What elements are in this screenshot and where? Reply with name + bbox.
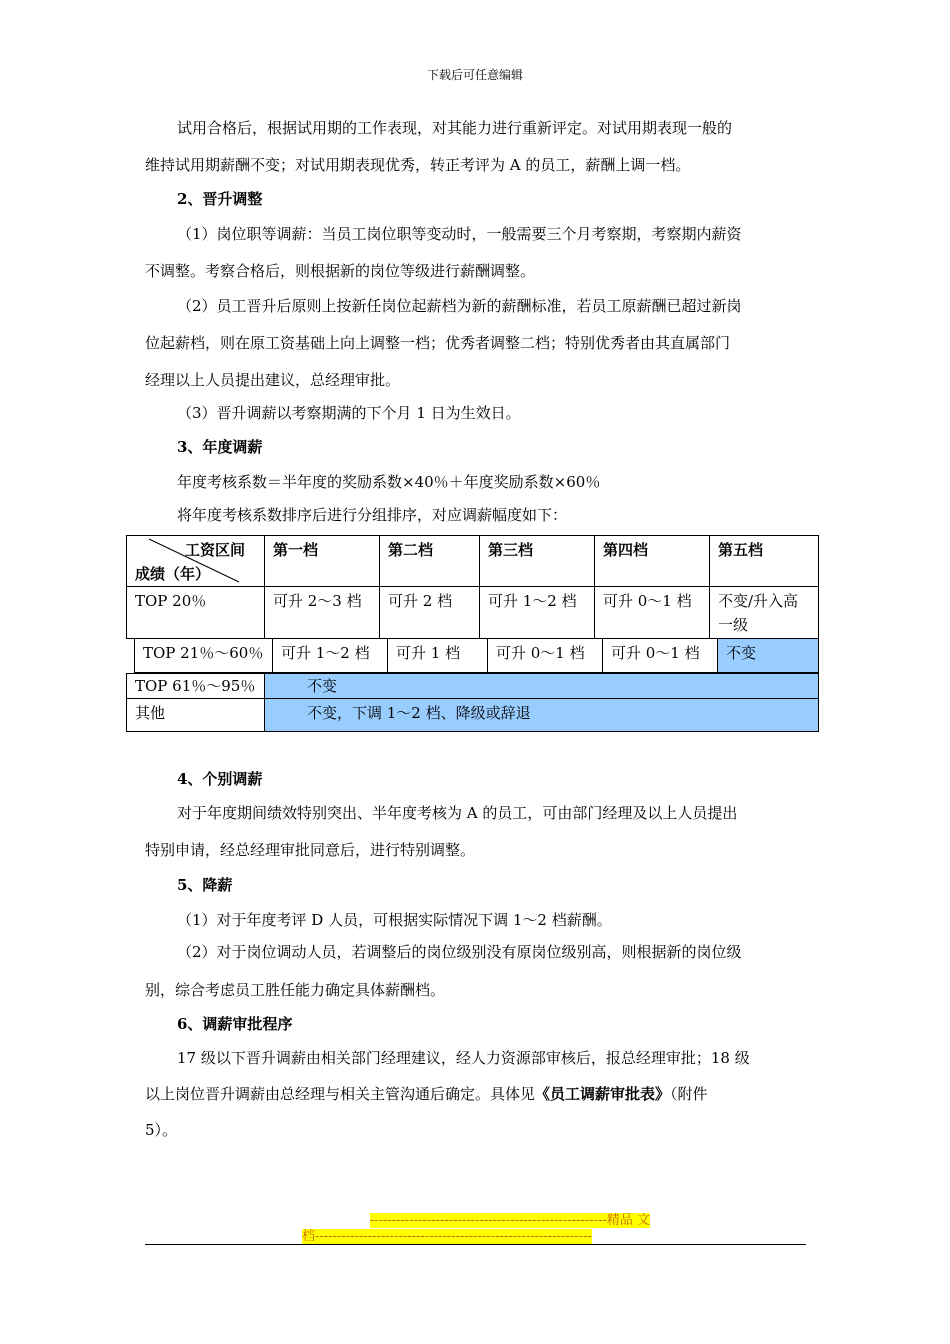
paragraph-4-line1: 对于年度期间绩效特别突出、半年度考核为 A 的员工，可由部门经理及以上人员提出 xyxy=(177,804,738,822)
paragraph-5-2-line2: 别，综合考虑员工胜任能力确定具体薪酬档。 xyxy=(145,981,446,999)
table-row1-tier1: 可升 2～3 档 xyxy=(264,586,380,639)
paragraph-5-1: （1）对于年度考评 D 人员，可根据实际情况下调 1～2 档薪酬。 xyxy=(177,911,612,929)
corner-bottom-label: 成绩（年） xyxy=(135,565,211,583)
heading-approval-procedure: 6、调薪审批程序 xyxy=(177,1015,293,1033)
paragraph-trial-line1: 试用合格后，根据试用期的工作表现，对其能力进行重新评定。对试用期表现一般的 xyxy=(177,119,733,137)
table-row2-tier5: 不变 xyxy=(717,638,819,673)
paragraph-6-line3: 5）。 xyxy=(145,1121,178,1139)
heading-promotion-adjustment: 2、晋升调整 xyxy=(177,190,263,208)
heading-annual-adjustment: 3、年度调薪 xyxy=(177,438,263,456)
paragraph-2-2-line3: 经理以上人员提出建议，总经理审批。 xyxy=(145,371,401,389)
table-row1-tier4: 可升 0～1 档 xyxy=(594,586,710,639)
paragraph-6-line2: 以上岗位晋升调薪由总经理与相关主管沟通后确定。具体见《员工调薪审批表》（附件 xyxy=(145,1085,708,1103)
table-row2-tier1: 可升 1～2 档 xyxy=(272,638,388,673)
footer-line1: ------------------------------------------------------精品 文 xyxy=(369,1213,650,1228)
footer-line2: 档--------------------------------------------------------------- xyxy=(302,1229,592,1244)
approval-form-title: 《员工调薪审批表》 xyxy=(535,1085,671,1103)
paragraph-2-2-line2: 位起薪档，则在原工资基础上向上调整一档；优秀者调整二档；特别优秀者由其直属部门 xyxy=(145,334,731,352)
table-row1-label: TOP 20％ xyxy=(126,586,265,639)
page-header: 下载后可任意编辑 xyxy=(426,68,523,82)
table-row3-label: TOP 61％～95％ xyxy=(126,673,265,699)
table-header-tier1: 第一档 xyxy=(264,535,380,587)
table-row2-tier3: 可升 0～1 档 xyxy=(487,638,603,673)
table-row2-tier2: 可升 1 档 xyxy=(387,638,488,673)
table-row2-tier4: 可升 0～1 档 xyxy=(602,638,718,673)
table-row2-label: TOP 21％～60％ xyxy=(134,638,273,673)
table-header-tier4: 第四档 xyxy=(594,535,710,587)
paragraph-ranking-intro: 将年度考核系数排序后进行分组排序，对应调薪幅度如下： xyxy=(177,506,568,524)
table-header-tier2: 第二档 xyxy=(379,535,480,587)
formula-annual-coefficient: 年度考核系数＝半年度的奖励系数×40％＋年度奖励系数×60％ xyxy=(177,473,601,491)
corner-top-label: 工资区间 xyxy=(185,541,246,559)
heading-individual-adjustment: 4、个别调薪 xyxy=(177,770,263,788)
heading-pay-reduction: 5、降薪 xyxy=(177,876,233,894)
table-row1-tier5: 不变/升入高一级 xyxy=(709,586,819,639)
paragraph-2-3: （3）晋升调薪以考察期满的下个月 1 日为生效日。 xyxy=(177,404,521,422)
table-header-tier3: 第三档 xyxy=(479,535,595,587)
paragraph-2-1-line1: （1）岗位职等调薪：当员工岗位职等变动时，一般需要三个月考察期，考察期内薪资 xyxy=(177,225,742,243)
paragraph-2-2-line1: （2）员工晋升后原则上按新任岗位起薪档为新的薪酬标准，若员工原薪酬已超过新岗 xyxy=(177,297,742,315)
paragraph-6-line1: 17 级以下晋升调薪由相关部门经理建议，经人力资源部审核后，报总经理审批；18 级 xyxy=(177,1049,750,1067)
footer-rule xyxy=(145,1244,806,1245)
table-row3-merged: 不变 xyxy=(264,673,819,699)
table-row4-merged: 不变，下调 1～2 档、降级或辞退 xyxy=(264,698,819,732)
table-row1-tier2: 可升 2 档 xyxy=(379,586,480,639)
table-corner-cell xyxy=(126,535,265,587)
table-row1-tier3: 可升 1～2 档 xyxy=(479,586,595,639)
table-row4-label: 其他 xyxy=(126,698,265,732)
table-header-tier5: 第五档 xyxy=(709,535,819,587)
paragraph-5-2-line1: （2）对于岗位调动人员，若调整后的岗位级别没有原岗位级别高，则根据新的岗位级 xyxy=(177,943,742,961)
paragraph-4-line2: 特别申请，经总经理审批同意后，进行特别调整。 xyxy=(145,841,476,859)
paragraph-trial-line2: 维持试用期薪酬不变；对试用期表现优秀，转正考评为 A 的员工，薪酬上调一档。 xyxy=(145,156,691,174)
paragraph-2-1-line2: 不调整。考察合格后，则根据新的岗位等级进行薪酬调整。 xyxy=(145,262,536,280)
